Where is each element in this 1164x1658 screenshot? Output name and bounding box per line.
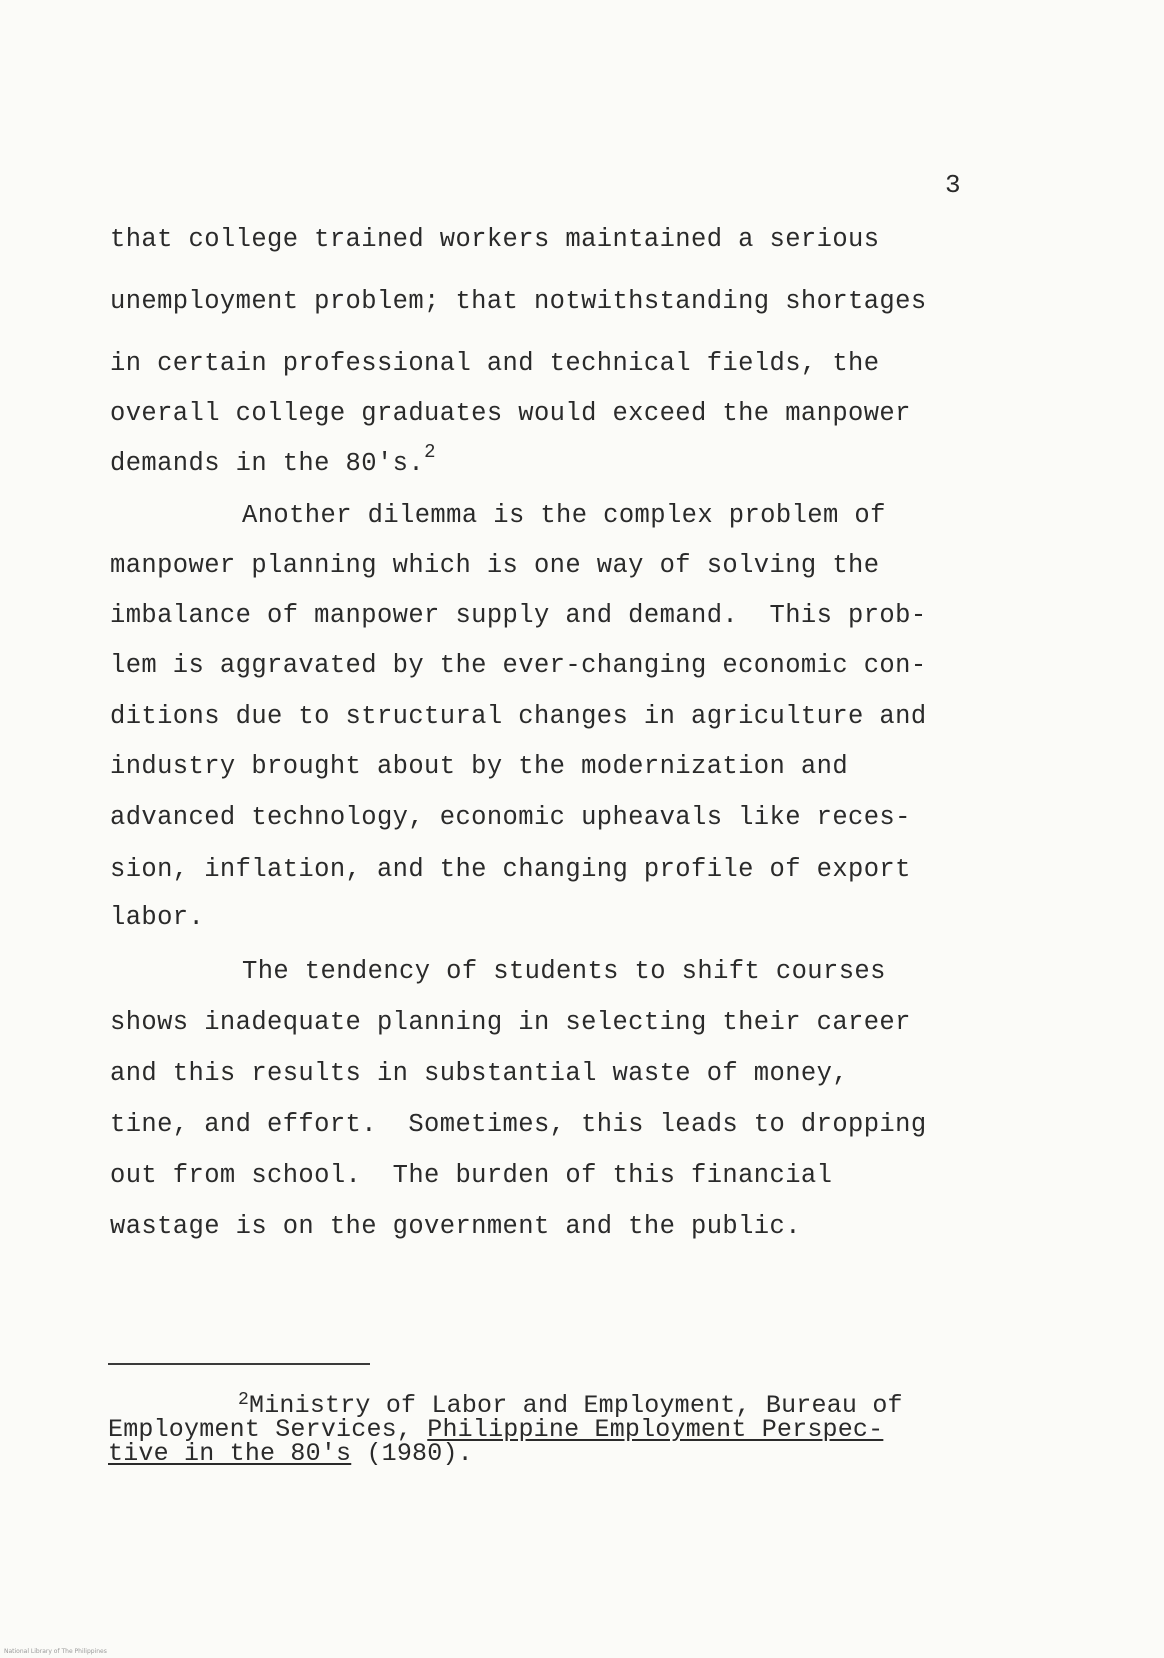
footnote-text: Employment Services, (108, 1415, 428, 1444)
text-line: imbalance of manpower supply and demand. This prob- (110, 601, 927, 630)
text-line: out from school. The burden of this financial (110, 1161, 833, 1190)
text-line: ditions due to structural changes in agriculture and (110, 702, 927, 731)
footnote-reference: 2 (424, 440, 436, 463)
text-line: wastage is on the government and the public. (110, 1212, 801, 1241)
paragraph-start: Another dilemma is the complex problem of (242, 501, 886, 530)
footnote-line (108, 1439, 473, 1468)
footnote-year: (1980). (351, 1439, 473, 1468)
text-line-content: demands in the 80's. (110, 449, 425, 478)
text-line: industry brought about by the modernization and (110, 752, 849, 781)
text-line: shows inadequate planning in selecting their career (110, 1008, 911, 1037)
text-line: overall college graduates would exceed the manpower (110, 399, 911, 428)
text-line: that college trained workers maintained a serious (110, 225, 880, 254)
text-line: tine, and effort. Sometimes, this leads to dropping (110, 1110, 927, 1139)
page-number: 3 (945, 170, 961, 200)
footnote-marker: 2 (238, 1390, 250, 1410)
scan-footer: National Library of The Philippines (4, 1648, 107, 1655)
text-line: lem is aggravated by the ever-changing economic con- (110, 651, 927, 680)
paragraph-start: The tendency of students to shift courses (242, 957, 886, 986)
text-line: unemployment problem; that notwithstanding shortages (110, 287, 927, 316)
text-line: manpower planning which is one way of solving the (110, 551, 880, 580)
text-line: labor. (110, 903, 205, 932)
text-line (110, 440, 436, 478)
footnote-text: Ministry of Labor and Employment, Bureau of (249, 1391, 903, 1420)
text-line: in certain professional and technical fields, the (110, 349, 880, 378)
footnote-title: Philippine Employment Perspec- (427, 1415, 884, 1444)
text-line: and this results in substantial waste of money, (110, 1059, 849, 1088)
text-line: advanced technology, economic upheavals like reces- (110, 803, 911, 832)
footnote-title: tive in the 80's (108, 1439, 352, 1468)
text-line: sion, inflation, and the changing profile of export (110, 855, 911, 884)
footnote-separator (108, 1363, 370, 1365)
